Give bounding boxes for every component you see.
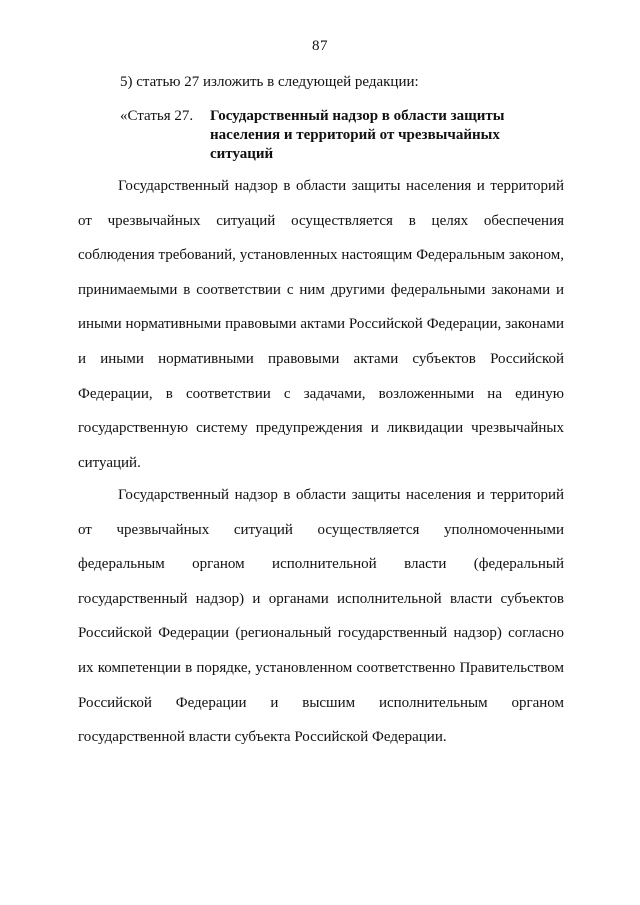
- amendment-intro: 5) статью 27 изложить в следующей редакции:: [120, 74, 419, 90]
- page-number: 87: [312, 38, 328, 54]
- paragraph-2: Государственный надзор в области защиты населения и территорий от чрезвычайных ситуаций осуществляется уполномоченными федеральным органом исполнительной власти (федеральный государственный надзор) и органами исполнительной власти субъектов Российской Федерации (региональный государственный надзор) согласно их компетенции в порядке, установленном соответственно Правительством Российской Федерации и высшим исполнительным органом государственной власти субъекта Российской Федерации.: [78, 487, 564, 746]
- article-title: Государственный надзор в области защиты населения и территорий от чрезвычайных ситуаций: [210, 108, 505, 162]
- paragraph-1: Государственный надзор в области защиты населения и территорий от чрезвычайных ситуаций осуществляется в целях обеспечения соблюдения требований, установленных настоящим Федеральным законом, принимаемыми в соответствии с ним другими федеральными законами и иными нормативными правовыми актами Российской Федерации, законами и иными нормативными правовыми актами субъектов Российской Федерации, в соответствии с задачами, возложенными на единую государственную систему предупреждения и ликвидации чрезвычайных ситуаций.: [78, 178, 564, 471]
- article-number: «Статья 27.: [120, 108, 194, 124]
